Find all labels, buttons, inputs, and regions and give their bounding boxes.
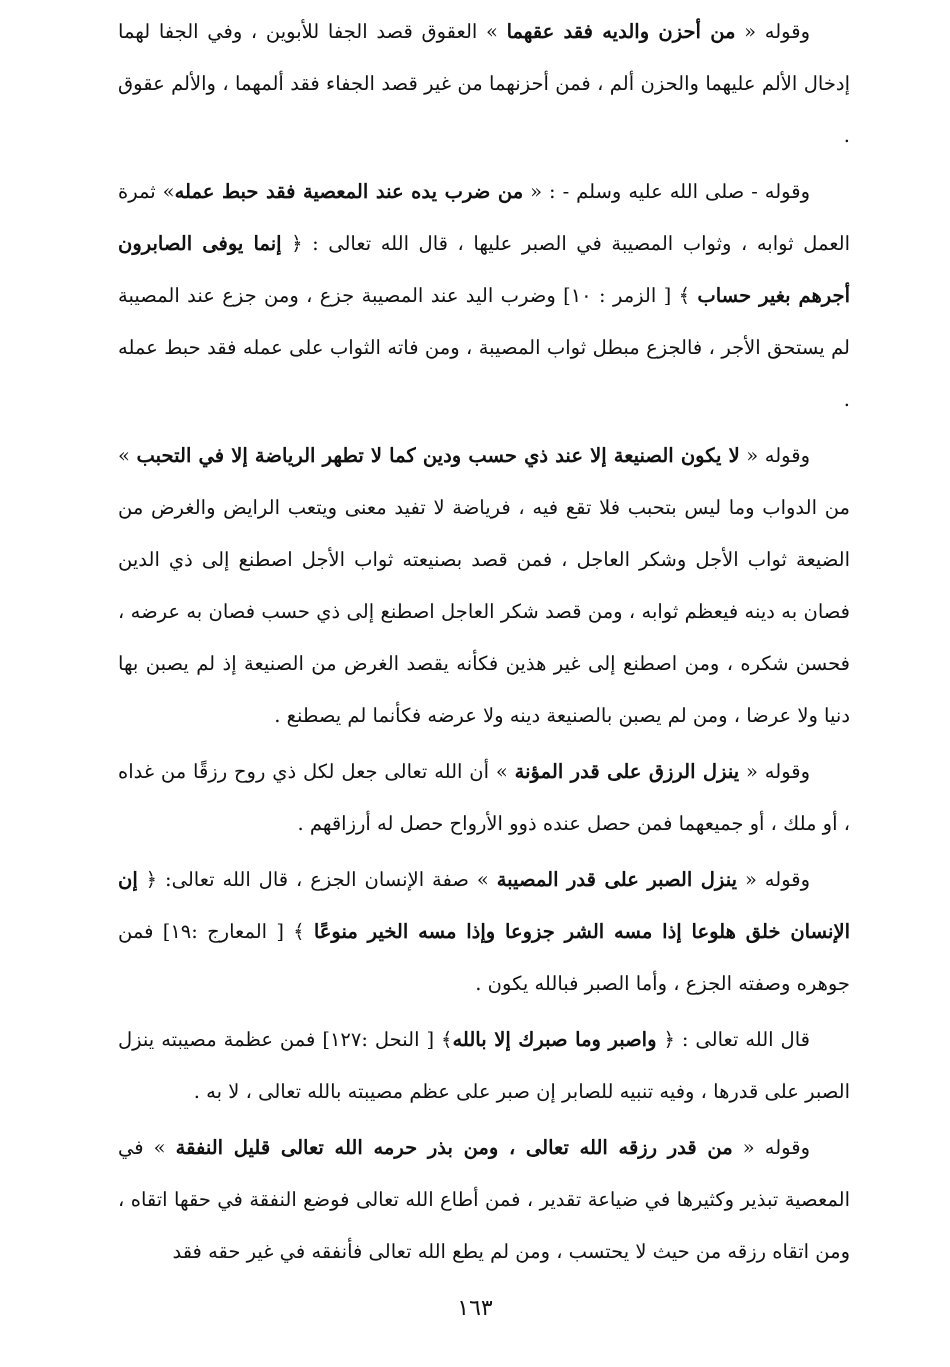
text-run: وقوله - صلى الله عليه وسلم - : «	[523, 180, 810, 203]
paragraph-2	[118, 166, 850, 426]
text-run: » العقوق قصد الجفا للأبوين ، وفي الجفا لهما إدخال الألم عليهما والحزن ألم ، فمن أحزنهما من غير قصد الجفاء فقد ألمهما ، والألم عقوق .	[118, 20, 850, 147]
page-number: ١٦٣	[457, 1296, 493, 1321]
paragraph-3	[118, 430, 850, 742]
paragraph-6	[118, 1014, 850, 1118]
bold-quote: من أحزن والديه فقد عقهما	[506, 20, 736, 43]
bold-quote: من ضرب يده عند المعصية فقد حبط عمله	[174, 180, 524, 203]
text-run: قال الله تعالى : ﴿	[656, 1028, 810, 1051]
bold-quote: لا يكون الصنيعة إلا عند ذي حسب ودين كما لا تطهر الرياضة إلا في التحبب	[136, 444, 740, 467]
text-run: ﴾ [ الزمر : ١٠] وضرب اليد عند المصيبة جزع ، ومن جزع عند المصيبة لم يستحق الأجر ، فالجزع مبطل ثواب المصيبة ، ومن فاته الثواب على عمله فقد حبط عمله .	[118, 284, 850, 411]
text-run: وقوله «	[737, 868, 811, 891]
paragraph-1	[118, 6, 850, 162]
text-run: ﴾ [ النحل :١٢٧] فمن عظمة مصيبته ينزل الصبر على قدرها ، وفيه تنبيه للصابر إن صبر على عظم مصيبته بالله تعالى ، لا به .	[118, 1028, 850, 1103]
bold-quote: ينزل الرزق على قدر المؤنة	[514, 760, 740, 783]
bold-verse: إنما يوفى الصابرون أجرهم بغير حساب	[118, 232, 850, 307]
paragraph-7	[118, 1122, 850, 1278]
text-run: وقوله «	[735, 20, 810, 43]
text-run: » في المعصية تبذير وكثيرها في ضياعة تقدير ، فمن أطاع الله تعالى فوضع النفقة في حقها اتقاه ، ومن اتقاه رزقه من حيث لا يحتسب ، ومن لم يطع الله تعالى فأنفقه في غير حقه فقد	[118, 1136, 850, 1263]
bold-quote: ينزل الصبر على قدر المصيبة	[496, 868, 738, 891]
text-run: » من الدواب وما ليس بتحبب فلا تقع فيه ، فرياضة لا تفيد معنى ويتعب الرايض والغرض من الضيعة ثواب الأجل وشكر العاجل ، فمن قصد بصنيعته ثواب الأجل اصطنع إلى ذي الدين فصان به دينه فيعظم ثوابه ، ومن قصد شكر العاجل اصطنع إلى ذي حسب فصان به عرضه ، فحسن شكره ، ومن اصطنع إلى غير هذين فكأنه يقصد الغرض من الصنيعة إذ لم يصبن بها دنيا ولا عرضا ، ومن لم يصبن بالصنيعة دينه ولا عرضه فكأنما لم يصطنع .	[118, 444, 850, 727]
text-run: وقوله «	[739, 760, 811, 783]
text-run: ﴾ [ المعارج :١٩] فمن جوهره وصفته الجزع ، وأما الصبر فبالله يكون .	[118, 920, 850, 995]
text-run: وقوله «	[732, 1136, 810, 1159]
bold-verse: إن الإنسان خلق هلوعا إذا مسه الشر جزوعا وإذا مسه الخير منوعًا	[118, 868, 850, 943]
bold-verse: واصبر وما صبرك إلا بالله	[452, 1028, 657, 1051]
text-run: وقوله «	[739, 444, 810, 467]
paragraph-4	[118, 746, 850, 850]
text-run: » أن الله تعالى جعل لكل ذي روح رزقًا من غداه ، أو ملك ، أو جميعهما فمن حصل عنده ذوو الأرواح حصل له أرزاقهم .	[118, 760, 850, 835]
book-page	[118, 6, 850, 1361]
paragraph-5	[118, 854, 850, 1010]
text-run: » صفة الإنسان الجزع ، قال الله تعالى: ﴿	[137, 868, 497, 891]
text-run: » ثمرة العمل ثوابه ، وثواب المصيبة في الصبر عليها ، قال الله تعالى : ﴿	[118, 180, 850, 255]
bold-quote: من قدر رزقه الله تعالى ، ومن بذر حرمه الله تعالى قليل النفقة	[175, 1136, 733, 1159]
